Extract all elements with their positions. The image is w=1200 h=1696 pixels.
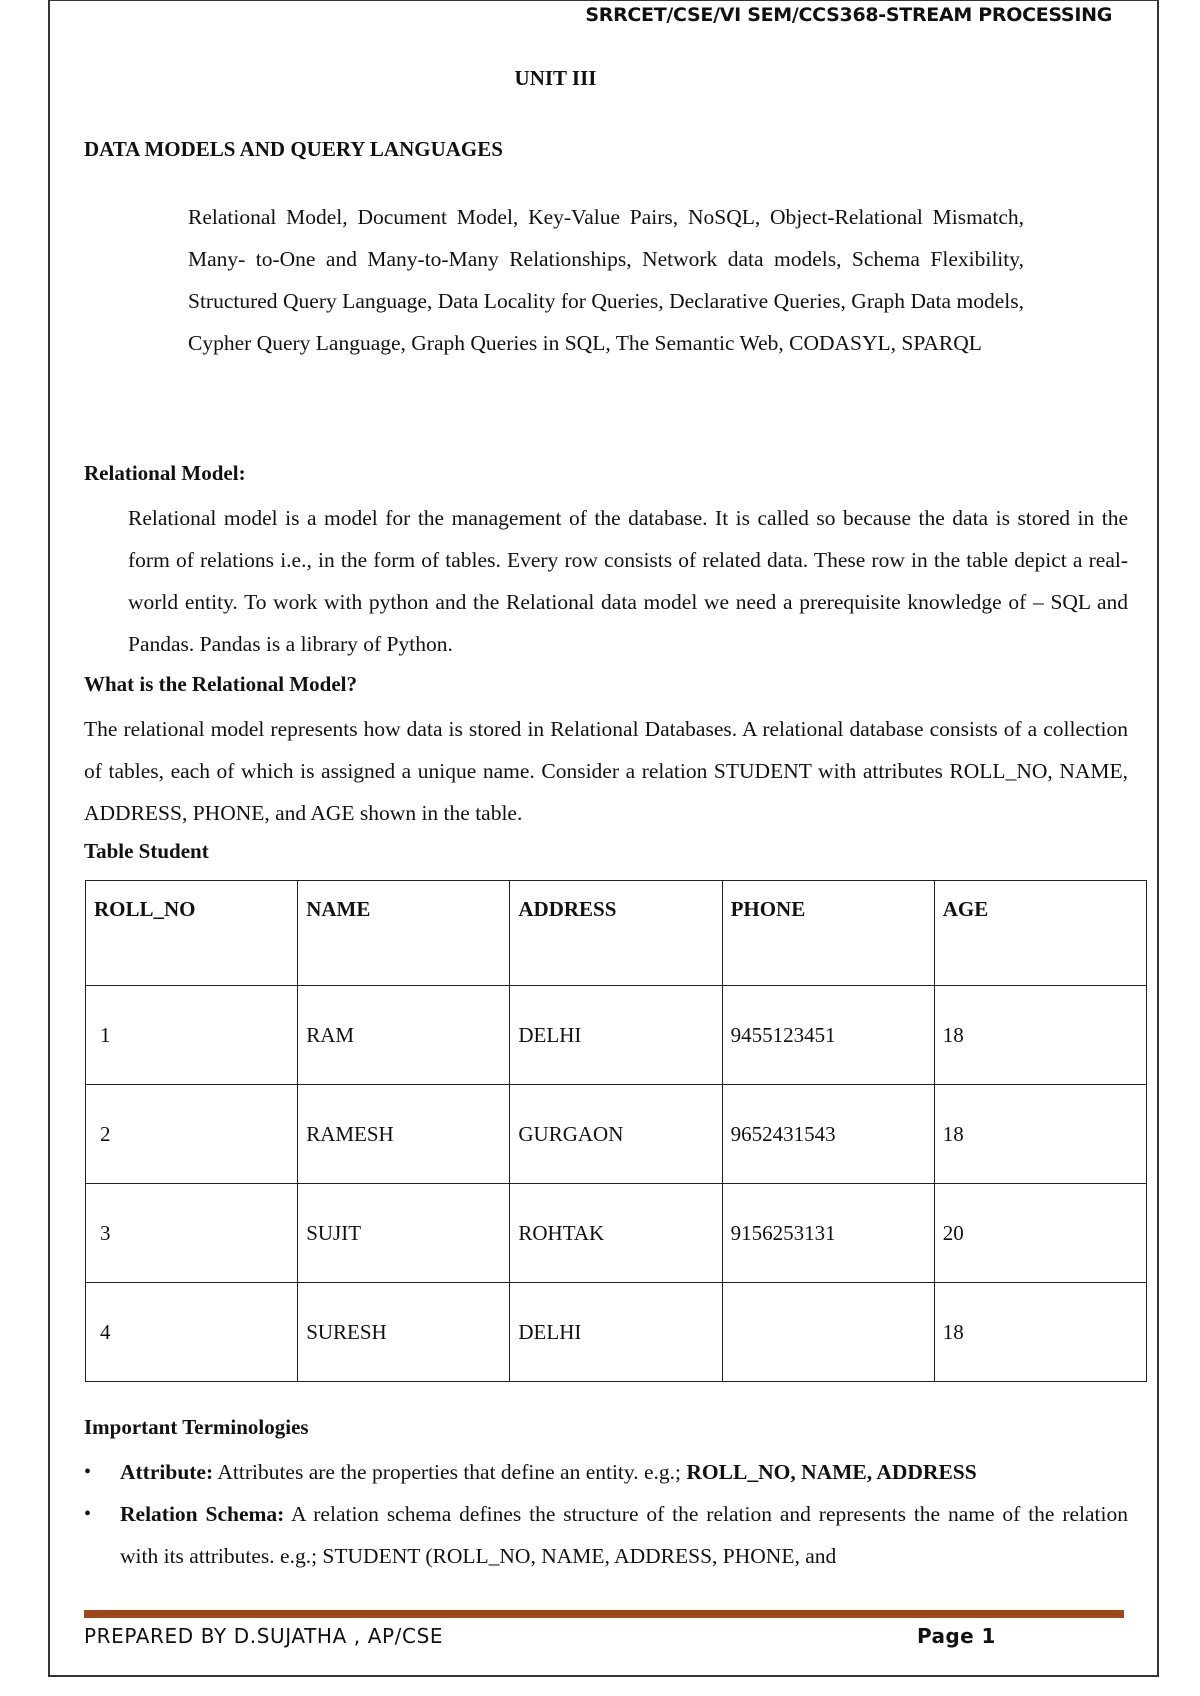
table-cell: 18 (934, 986, 1146, 1085)
table-cell: 18 (934, 1283, 1146, 1382)
term-label: Relation Schema: (120, 1502, 285, 1526)
footer-rule (84, 1610, 1124, 1618)
what-is-heading: What is the Relational Model? (84, 672, 357, 696)
table-cell: SUJIT (298, 1184, 510, 1283)
table-header-cell: ROLL_NO (86, 881, 298, 986)
student-table (85, 880, 1147, 1382)
term-example: ROLL_NO, NAME, ADDRESS (686, 1460, 977, 1484)
terminologies-list (84, 1451, 1128, 1577)
table-header-cell: PHONE (722, 881, 934, 986)
table-cell: DELHI (510, 1283, 722, 1382)
table-cell (722, 1283, 934, 1382)
relational-model-heading: Relational Model: (84, 461, 246, 485)
table-cell: SURESH (298, 1283, 510, 1382)
list-item (84, 1493, 1128, 1577)
table-header-cell: ADDRESS (510, 881, 722, 986)
table-cell: 4 (86, 1283, 298, 1382)
table-row (86, 1085, 1147, 1184)
table-cell: 9455123451 (722, 986, 934, 1085)
table-header-cell: AGE (934, 881, 1146, 986)
bullet-icon: • (84, 1503, 92, 1525)
table-row (86, 986, 1147, 1085)
table-cell: 3 (86, 1184, 298, 1283)
table-cell: 18 (934, 1085, 1146, 1184)
table-caption: Table Student (84, 839, 209, 863)
relational-model-paragraph: Relational model is a model for the management of the database. It is called so because the data is stored in the form of relations i.e., in the form of tables. Every row consists of related data. These row in the table depict a real-world entity. To work with python and the Relational data model we need a prerequisite knowledge of – SQL and Pandas. Pandas is a library of Python. (128, 506, 1128, 656)
unit-title: UNIT III (514, 66, 597, 90)
table-header-cell: NAME (298, 881, 510, 986)
term-text: A relation schema defines the structure of the relation and represents the name of the relation with its attributes. e.g.; STUDENT (ROLL_NO, NAME, ADDRESS, PHONE, and (120, 1502, 1129, 1568)
page-number: Page 1 (917, 1624, 996, 1648)
table-cell: RAMESH (298, 1085, 510, 1184)
table-cell: 1 (86, 986, 298, 1085)
table-cell: 2 (86, 1085, 298, 1184)
table-cell: RAM (298, 986, 510, 1085)
bullet-icon: • (84, 1461, 92, 1483)
table-header-row (86, 881, 1147, 986)
term-text: Attributes are the properties that define an entity. e.g.; (217, 1460, 682, 1484)
table-cell: 20 (934, 1184, 1146, 1283)
table-row (86, 1283, 1147, 1382)
table-row (86, 1184, 1147, 1283)
table-cell: 9156253131 (722, 1184, 934, 1283)
prepared-by: PREPARED BY D.SUJATHA , AP/CSE (84, 1624, 444, 1648)
what-is-paragraph: The relational model represents how data is stored in Relational Databases. A relational database consists of a collection of tables, each of which is assigned a unique name. Consider a relation STUDENT with attributes ROLL_NO, NAME, ADDRESS, PHONE, and AGE shown in the table. (84, 717, 1128, 825)
table-cell: ROHTAK (510, 1184, 722, 1283)
running-header: SRRCET/CSE/VI SEM/CCS368-STREAM PROCESSING (585, 4, 1112, 26)
term-label: Attribute: (120, 1460, 214, 1484)
terminologies-heading: Important Terminologies (84, 1415, 309, 1439)
list-item (84, 1451, 1128, 1493)
section-title: DATA MODELS AND QUERY LANGUAGES (84, 137, 503, 161)
syllabus-paragraph: Relational Model, Document Model, Key-Value Pairs, NoSQL, Object-Relational Mismatch, Many- to-One and Many-to-Many Relationships, Network data models, Schema Flexibility, Structured Query Language, Data Locality for Queries, Declarative Queries, Graph Data models, Cypher Query Language, Graph Queries in SQL, The Semantic Web, CODASYL, SPARQL (188, 205, 1024, 355)
table-cell: DELHI (510, 986, 722, 1085)
table-cell: 9652431543 (722, 1085, 934, 1184)
table-cell: GURGAON (510, 1085, 722, 1184)
